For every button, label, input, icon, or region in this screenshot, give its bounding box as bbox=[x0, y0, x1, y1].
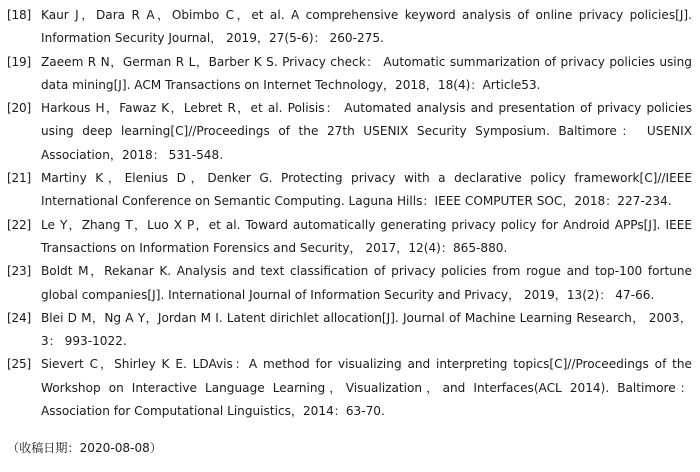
reference-text: Kaur J，Dara R A，Obimbo C，et al. A comprehensive keyword analysis of online privacy policies[J]. Information Security Journal， 2019，27(5-6)： 260-275. bbox=[41, 8, 692, 46]
reference-text: Blei D M，Ng A Y，Jordan M I. Latent dirichlet allocation[J]. Journal of Machine Learning Research， 2003， 3： 993-1022. bbox=[41, 310, 692, 349]
reference-text: Boldt M，Rekanar K. Analysis and text classification of privacy policies from rogue and top-100 fortune global companies[J]. International Journal of Information Security and Privacy， 2019，13(2)： 47-66. bbox=[41, 264, 692, 302]
reference-text: Sievert C，Shirley K E. LDAvis：A method for visualizing and interpreting topics[C]//Proceedings of the Workshop on Interactive Language Learning，Visualization，and Interfaces(ACL 2014). Baltimore：Association for Computational Linguistics，2014：63-70. bbox=[41, 357, 692, 419]
reference-number: [18] bbox=[7, 8, 32, 22]
reference-item-25 bbox=[7, 353, 692, 423]
reference-text: Zaeem R N，German R L，Barber K S. Privacy check： Automatic summarization of privacy policies using data mining[J]. ACM Transactions on Internet Technology，2018，18(4)：Article53. bbox=[41, 54, 692, 92]
reference-list bbox=[7, 4, 692, 423]
reference-item-21 bbox=[7, 167, 692, 214]
reference-text: Harkous H，Fawaz K，Lebret R，et al. Polisis： Automated analysis and presentation of privacy policies using deep learning[C]//Proceedings of the 27th USENIX Security Symposium. Baltimore： USENIX Association，2018： 531-548. bbox=[41, 101, 692, 162]
reference-item-24 bbox=[7, 307, 692, 354]
reference-text: Martiny K，Elenius D，Denker G. Protecting privacy with a declarative policy framework[C]//IEEE International Conference on Semantic Computing. Laguna Hills：IEEE COMPUTER SOC，2018：227-234. bbox=[41, 171, 692, 209]
reference-number: [20] bbox=[7, 101, 32, 116]
reference-number: [25] bbox=[7, 357, 32, 372]
reference-number: [21] bbox=[7, 171, 32, 186]
reference-item-18 bbox=[7, 4, 692, 51]
reference-number: [19] bbox=[7, 54, 32, 69]
reference-item-19 bbox=[7, 51, 692, 98]
reference-number: [24] bbox=[7, 310, 32, 325]
reference-item-22 bbox=[7, 214, 692, 261]
reference-item-20 bbox=[7, 97, 692, 167]
reference-number: [23] bbox=[7, 264, 32, 279]
reference-item-23 bbox=[7, 260, 692, 307]
received-date-note: （收稿日期：2020-08-08） bbox=[7, 441, 162, 455]
reference-text: Le Y，Zhang T，Luo X P，et al. Toward automatically generating privacy policy for Android APPs[J]. IEEE Transactions on Information Forensics and Security， 2017，12(4)：865-880. bbox=[41, 217, 692, 255]
reference-number: [22] bbox=[7, 217, 32, 232]
